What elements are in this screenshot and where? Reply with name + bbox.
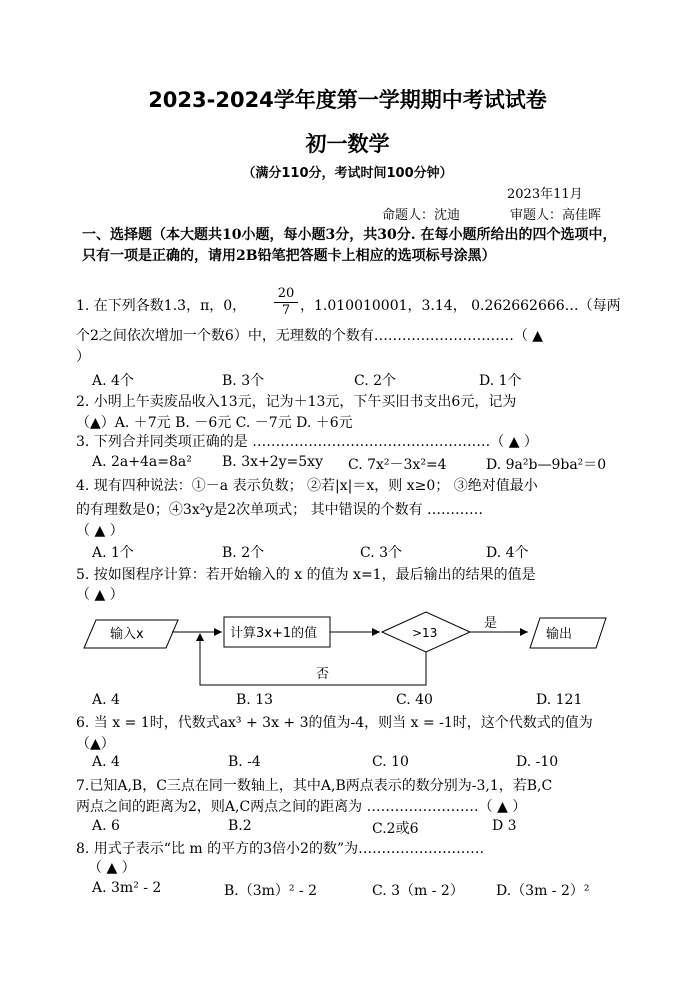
section-heading: 一、选择题（本大题共10小题，每小题3分，共30分. 在每小题所给出的四个选项中，只有一项是正确的，请用2B铅笔把答题卡上相应的选项标号涂黑） [82, 227, 617, 264]
q2-line2: （▲）A. ＋7元 B. －6元 C. －7元 D. ＋6元 [76, 415, 353, 431]
q4-line2: 的有理数是0；④3x²y是2次单项式； 其中错误的个数有 ………… [76, 502, 484, 518]
exam-reviewer: 审题人：高佳晖 [510, 208, 602, 223]
exam-author: 命题人：沈迪 [382, 208, 461, 223]
q1-fraction [274, 286, 298, 319]
flow-yes-label: 是 [484, 616, 498, 631]
q3-option-c: C. 7x²－3x²=4 [348, 457, 447, 473]
q4-option-c: C. 3个 [360, 545, 403, 561]
q4-option-d: D. 4个 [486, 545, 529, 561]
q5-option-b: B. 13 [236, 692, 274, 708]
exam-info: （满分110分，考试时间100分钟） [242, 166, 453, 181]
q8-line1: 8. 用式子表示“比 m 的平方的3倍小2的数”为……………………… [76, 841, 485, 857]
q1-frac-num: 20 [274, 286, 298, 303]
q7-line2: 两点之间的距离为2，则A,C两点之间的距离为 ……………………（ ▲ ） [76, 799, 527, 815]
q4-line1: 4. 现有四种说法：①－a 表示负数； ②若|x|＝x，则 x≥0； ③绝对值最小 [76, 478, 538, 494]
q5-flowchart [0, 600, 695, 690]
q1-option-a: A. 4个 [92, 373, 134, 389]
exam-title: 2023-2024学年度第一学期期中考试试卷 [148, 88, 547, 112]
q7-option-b: B.2 [228, 818, 252, 834]
q6-option-a: A. 4 [92, 754, 120, 770]
q5-option-c: C. 40 [396, 692, 433, 708]
q5-option-d: D. 121 [536, 692, 583, 708]
q7-option-a: A. 6 [92, 818, 120, 834]
q1-line2: 个2之间依次增加一个数6）中，无理数的个数有…………………………（ ▲ [76, 328, 544, 344]
flow-no-label: 否 [316, 667, 330, 682]
exam-subject: 初一数学 [305, 132, 390, 156]
q3-line1: 3. 下列合并同类项正确的是 ……………………………………………（ ▲ ） [76, 434, 538, 450]
q1-option-c: C. 2个 [354, 373, 397, 389]
q3-option-b: B. 3x+2y=5xy [222, 454, 323, 470]
flow-loop-line [200, 636, 426, 685]
q1-option-d: D. 1个 [479, 373, 522, 389]
q3-option-d: D. 9a²b—9ba²＝0 [486, 457, 607, 473]
q1-frac-den: 7 [281, 303, 291, 318]
q6-line2: （▲） [76, 736, 115, 752]
q1-line3: ） [76, 349, 90, 365]
q5-line2: （ ▲ ） [76, 587, 124, 603]
q6-option-b: B. -4 [228, 754, 261, 770]
flow-output-label: 输出 [546, 627, 573, 642]
q8-option-c: C. 3（m - 2） [372, 883, 464, 899]
flow-input-label: 输入x [110, 627, 144, 642]
q1-line1a: 1. 在下列各数1.3̇，π，0， [76, 298, 247, 314]
q7-option-d: D 3 [492, 818, 517, 834]
q6-option-c: C. 10 [372, 754, 409, 770]
q7-option-c: C.2或6 [372, 821, 419, 837]
q4-option-b: B. 2个 [222, 545, 265, 561]
flow-compute-label: 计算3x+1的值 [230, 626, 318, 641]
q8-option-b: B.（3m）² - 2 [224, 883, 318, 899]
q8-line2: （ ▲ ） [88, 860, 136, 876]
q7-line1: 7.已知A,B，C三点在同一数轴上，其中A,B两点表示的数分别为-3,1，若B,C [76, 778, 553, 794]
q1-line1b: ，1.010010001，3.14， 0.262662666…（每两 [300, 298, 621, 314]
q4-line3: （ ▲ ） [76, 523, 124, 539]
q5-option-a: A. 4 [92, 692, 120, 708]
q8-option-a: A. 3m² - 2 [92, 880, 162, 896]
flow-condition-label: >13 [412, 626, 438, 640]
q6-option-d: D. -10 [516, 754, 559, 770]
q8-option-d: D.（3m - 2）² [496, 883, 590, 899]
exam-date: 2023年11月 [507, 187, 583, 202]
q6-line1: 6. 当 x = 1时，代数式ax³ + 3x + 3的值为-4，则当 x = -1时，这个代数式的值为 [76, 715, 593, 731]
q1-option-b: B. 3个 [222, 373, 265, 389]
q3-option-a: A. 2a+4a=8a² [92, 454, 192, 470]
q5-line1: 5. 按如图程序计算：若开始输入的 x 的值为 x=1，最后输出的结果的值是 [76, 567, 536, 583]
q4-option-a: A. 1个 [92, 545, 134, 561]
q2-line1: 2. 小明上午卖废品收入13元，记为＋13元，下午买旧书支出6元，记为 [76, 394, 517, 410]
